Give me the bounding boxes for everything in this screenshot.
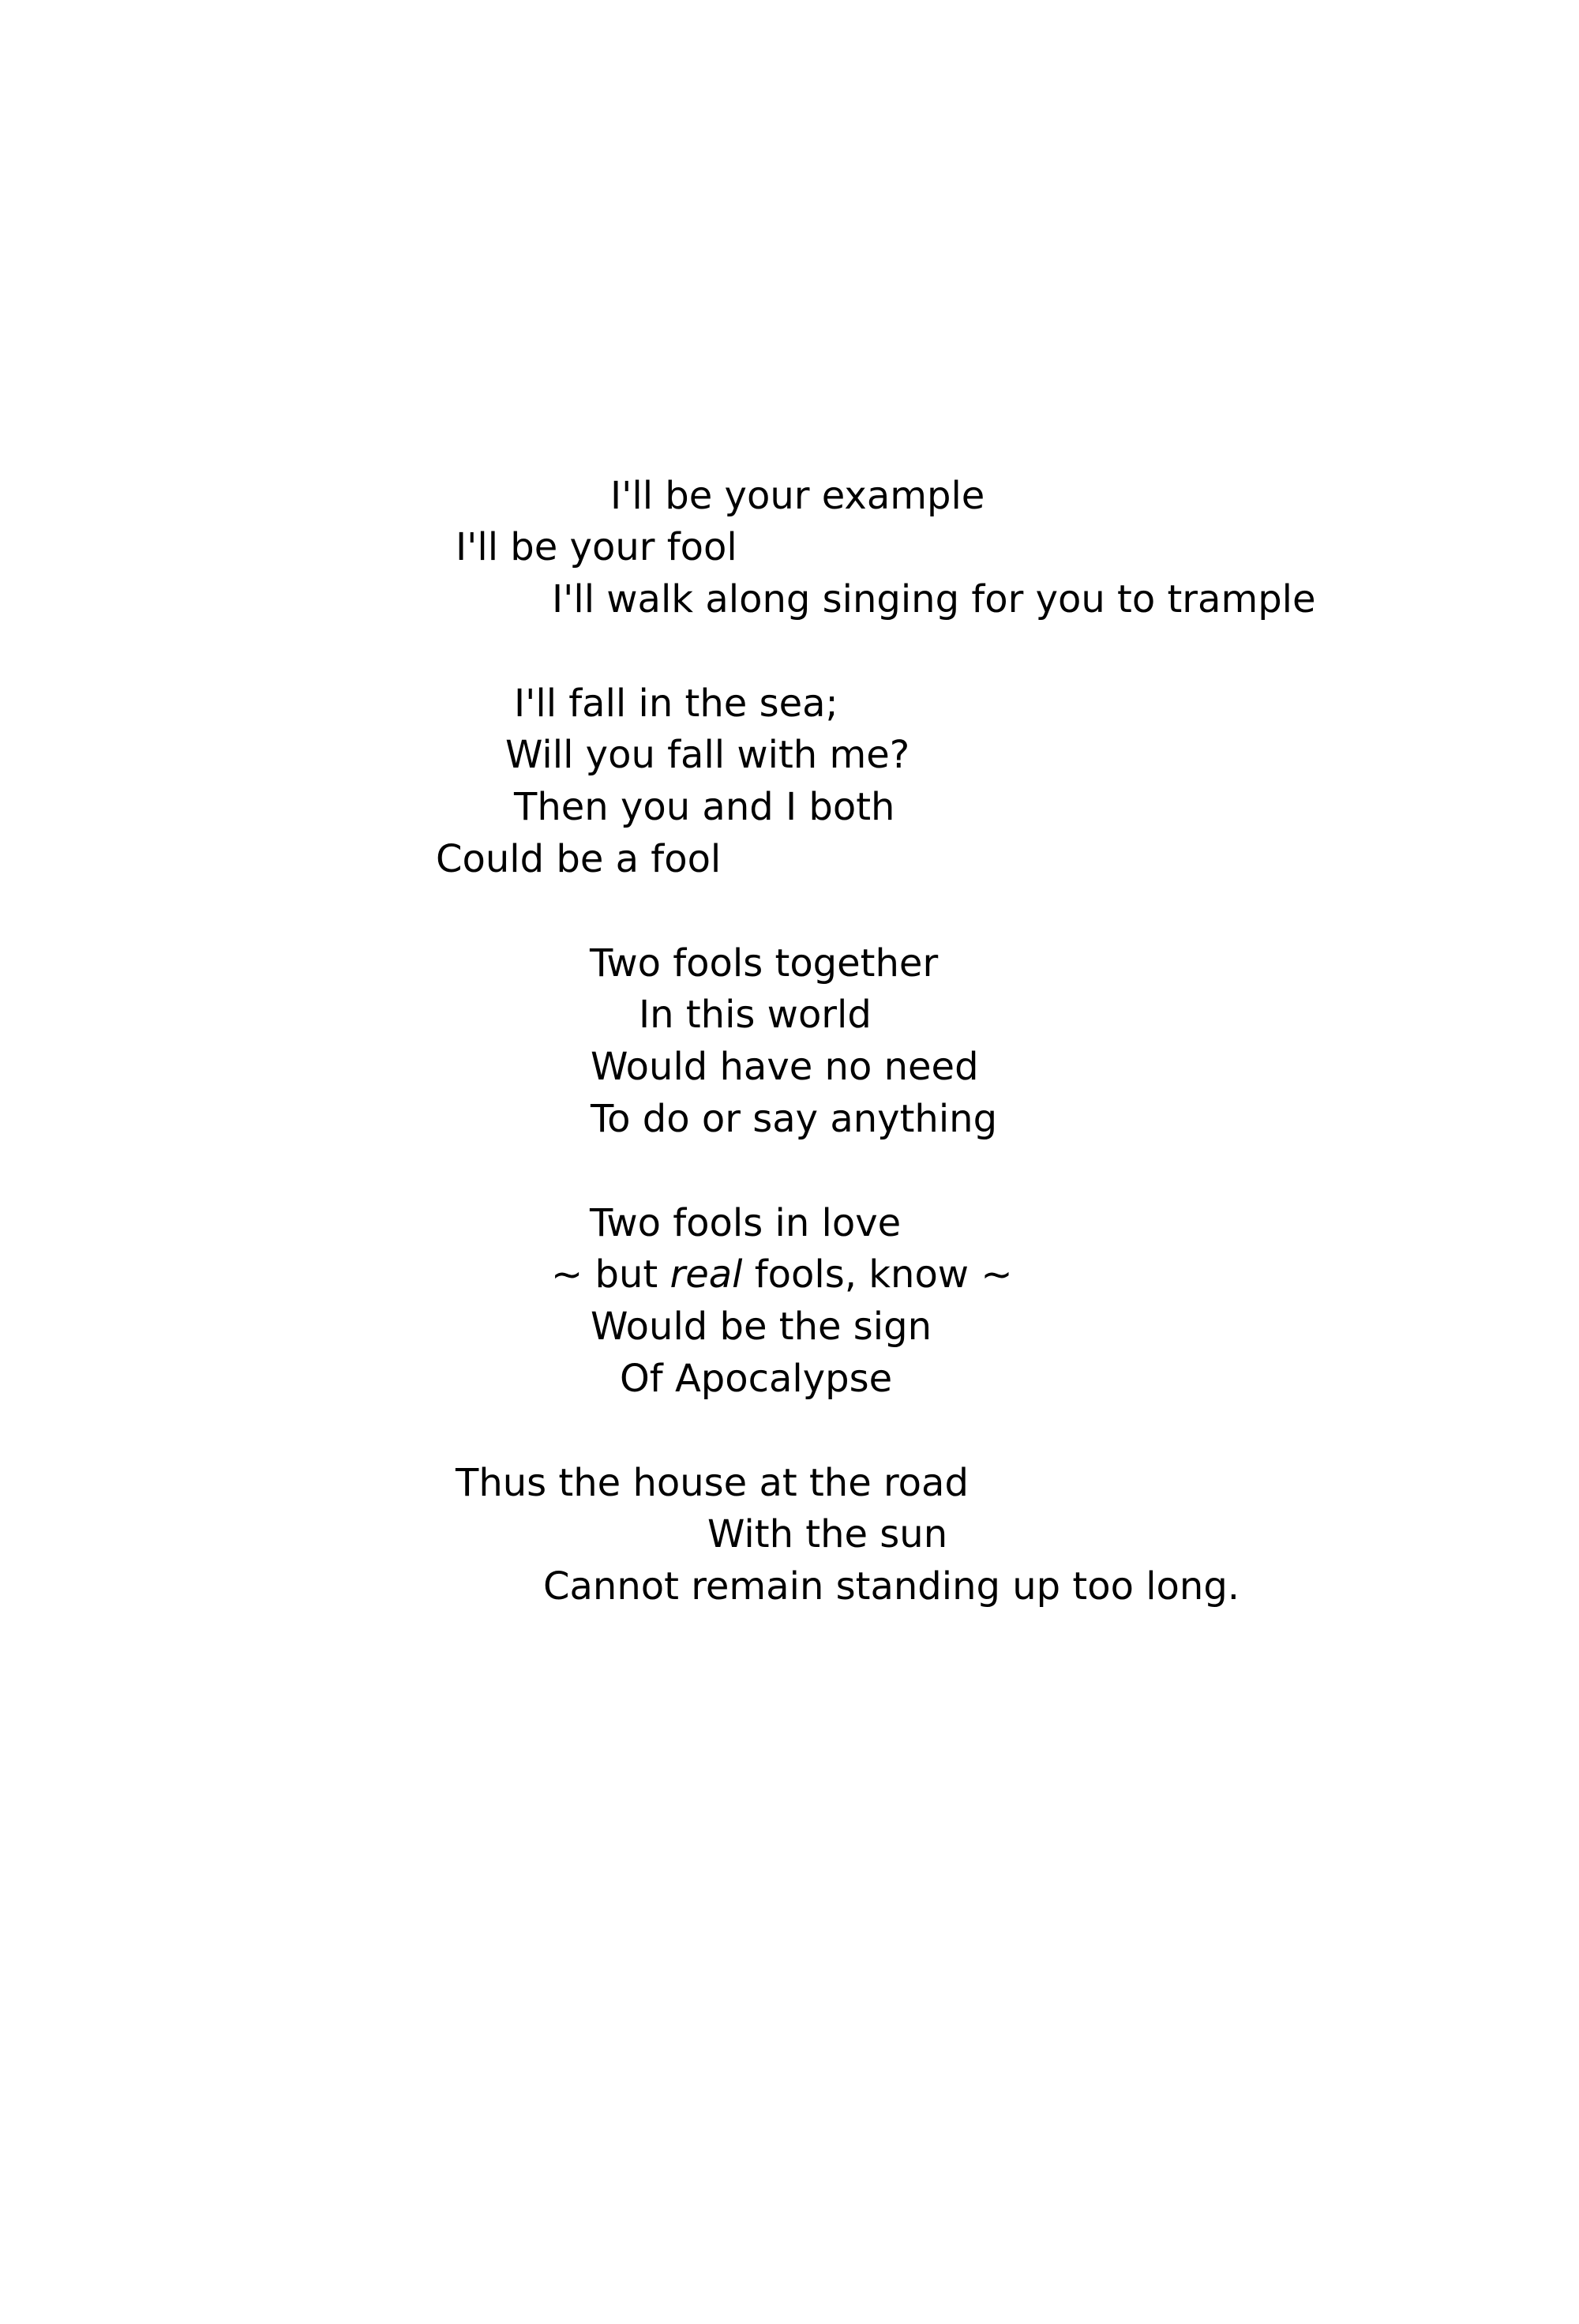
poem-line-segment: ~ but (551, 1252, 670, 1297)
poem-line: Then you and I both (514, 785, 895, 829)
poem-line: I'll fall in the sea; (514, 681, 838, 726)
poem-line: Would have no need (591, 1045, 979, 1089)
poem-line-segment: fools, know ~ (742, 1252, 1013, 1297)
poem-line: Thus the house at the road (456, 1461, 969, 1505)
poem-line: In this world (639, 993, 872, 1037)
poem-line: Could be a fool (436, 837, 722, 881)
poem-line: Would be the sign (591, 1305, 932, 1349)
poem-line: Two fools together (590, 941, 939, 986)
poem-line: Cannot remain standing up too long. (543, 1564, 1240, 1609)
poem-line: I'll walk along singing for you to trample (552, 577, 1316, 621)
poem-line: I'll be your fool (456, 525, 737, 569)
poem-line-with-emphasis (551, 1252, 1013, 1297)
poem-line: With the sun (707, 1512, 948, 1556)
poem-line: To do or say anything (591, 1097, 998, 1141)
emphasized-word: real (669, 1252, 743, 1297)
poem-line: I'll be your example (610, 474, 985, 518)
poem-line: Two fools in love (590, 1201, 902, 1245)
poem-line: Of Apocalypse (620, 1357, 893, 1401)
poem-line: Will you fall with me? (505, 733, 910, 777)
